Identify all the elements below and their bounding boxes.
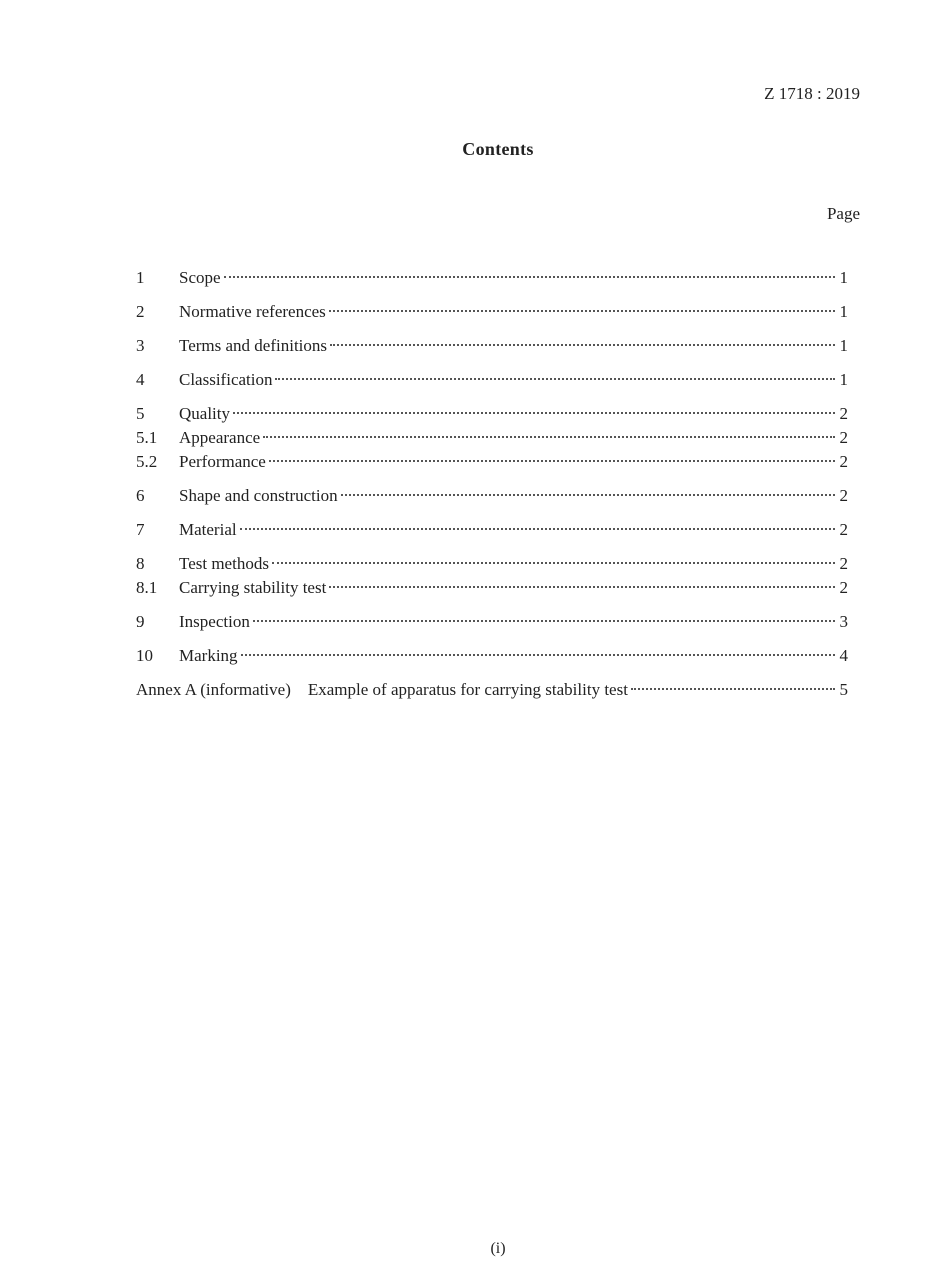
toc-entry-title: Shape and construction — [179, 486, 338, 505]
toc-entry-number: 9 — [136, 612, 145, 631]
toc-entry-number: 8.1 — [136, 578, 158, 597]
toc-entry-title: Scope — [179, 268, 221, 287]
toc-entry-title: Example of apparatus for carrying stability test — [307, 680, 628, 699]
toc-entry-title: Test methods — [179, 554, 269, 573]
page-title: Contents — [462, 139, 534, 159]
toc-leader-dots — [240, 528, 835, 530]
toc-entry-title: Material — [179, 520, 237, 539]
footer-page-number: (i) — [490, 1240, 506, 1257]
toc-annex-label: Annex A (informative) — [136, 680, 291, 699]
toc-entry-page: 2 — [839, 404, 848, 423]
toc-entry-number: 1 — [136, 268, 145, 287]
toc-entry-number: 5 — [136, 404, 145, 423]
toc-entry-page: 1 — [839, 268, 848, 287]
toc-leader-dots — [241, 654, 835, 656]
toc-entry-terms-and-definitions[interactable] — [136, 334, 848, 358]
toc-leader-dots — [275, 378, 835, 380]
toc-entry-classification[interactable] — [136, 368, 848, 392]
toc-entry-title: Classification — [179, 370, 273, 389]
page-column-label: Page — [826, 204, 860, 223]
toc-entry-page: 2 — [839, 520, 848, 539]
toc-entry-number: 6 — [136, 486, 145, 505]
toc-entry-shape-and-construction[interactable] — [136, 484, 848, 508]
toc-entry-material[interactable] — [136, 518, 848, 542]
toc-leader-dots — [224, 276, 835, 278]
toc-entry-number: 7 — [136, 520, 145, 539]
toc-leader-dots — [253, 620, 835, 622]
toc-leader-dots — [269, 460, 835, 462]
toc-entry-title: Carrying stability test — [179, 578, 327, 597]
toc-entry-page: 2 — [839, 452, 848, 471]
toc-entry-title: Inspection — [179, 612, 250, 631]
toc-entry-carrying-stability-test[interactable] — [136, 576, 848, 600]
toc-entry-appearance[interactable] — [136, 426, 848, 450]
toc-entry-title: Normative references — [179, 302, 326, 321]
toc-entry-page: 2 — [839, 486, 848, 505]
toc-entry-page: 2 — [839, 554, 848, 573]
toc-leader-dots — [341, 494, 835, 496]
toc-leader-dots — [329, 586, 835, 588]
toc-leader-dots — [263, 436, 835, 438]
toc-entry-number: 8 — [136, 554, 145, 573]
toc-leader-dots — [329, 310, 835, 312]
toc-entry-page: 1 — [839, 302, 848, 321]
toc-entry-scope[interactable] — [136, 266, 848, 290]
toc-leader-dots — [330, 344, 835, 346]
toc-entry-page: 5 — [839, 680, 848, 699]
standard-code: Z 1718 : 2019 — [764, 84, 860, 103]
toc-entry-page: 4 — [839, 646, 848, 665]
toc-leader-dots — [272, 562, 835, 564]
toc-entry-number: 3 — [136, 336, 145, 355]
toc-entry-title: Terms and definitions — [179, 336, 328, 355]
toc-entry-number: 4 — [136, 370, 145, 389]
toc-entry-annex-a[interactable] — [136, 678, 848, 702]
toc-entry-page: 1 — [839, 336, 848, 355]
toc-entry-title: Marking — [179, 646, 238, 665]
toc-entry-page: 1 — [839, 370, 848, 389]
table-of-contents — [136, 266, 848, 702]
toc-entry-number: 2 — [136, 302, 145, 321]
toc-entry-number: 5.2 — [136, 452, 158, 471]
toc-entry-title: Quality — [179, 404, 230, 423]
toc-entry-test-methods[interactable] — [136, 552, 848, 576]
toc-entry-marking[interactable] — [136, 644, 848, 668]
toc-entry-page: 2 — [839, 578, 848, 597]
toc-entry-number: 10 — [136, 646, 153, 665]
toc-entry-page: 2 — [839, 428, 848, 447]
toc-entry-number: 5.1 — [136, 428, 158, 447]
toc-entry-normative-references[interactable] — [136, 300, 848, 324]
toc-entry-quality[interactable] — [136, 402, 848, 426]
toc-entry-title: Performance — [179, 452, 266, 471]
toc-entry-title: Appearance — [179, 428, 261, 447]
toc-entry-performance[interactable] — [136, 450, 848, 474]
toc-entry-inspection[interactable] — [136, 610, 848, 634]
toc-leader-dots — [631, 688, 835, 690]
toc-leader-dots — [233, 412, 835, 414]
toc-entry-page: 3 — [839, 612, 848, 631]
